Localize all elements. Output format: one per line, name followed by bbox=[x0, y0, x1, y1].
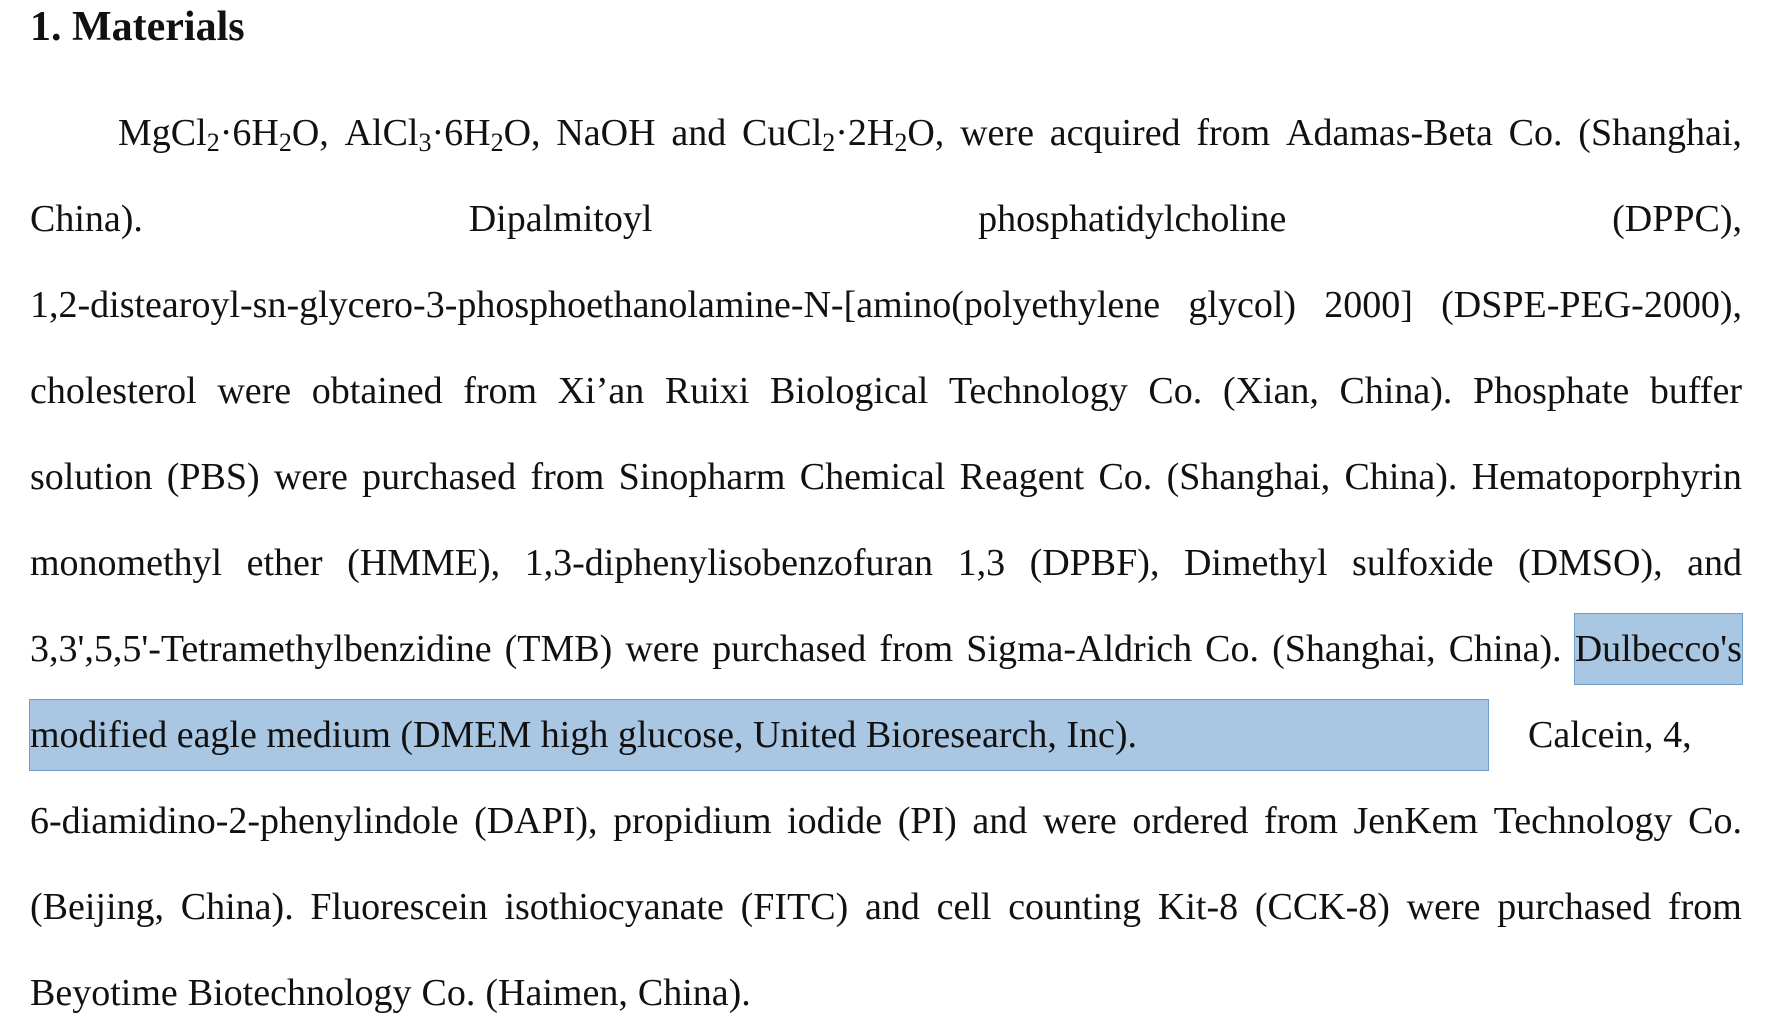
word: and bbox=[671, 112, 727, 154]
word: Inc). bbox=[1066, 714, 1138, 756]
word: ordered bbox=[1132, 800, 1249, 842]
word: 3,3',5,5'-Tetramethylbenzidine bbox=[30, 628, 492, 670]
word: China). bbox=[637, 972, 751, 1014]
word: Sinopharm bbox=[618, 456, 786, 498]
word: solution bbox=[30, 456, 153, 498]
word: high bbox=[540, 714, 609, 756]
word: (Xian, bbox=[1222, 370, 1319, 412]
word-alcl3: $AlCl_3\cdot 6H_2O$, bbox=[344, 112, 541, 157]
word: from bbox=[530, 456, 605, 498]
word: were bbox=[960, 112, 1034, 154]
word: (TMB) bbox=[504, 628, 613, 670]
word: China). bbox=[180, 886, 294, 928]
word: Ruixi bbox=[664, 370, 750, 412]
word: Kit-8 bbox=[1157, 886, 1239, 928]
selected-text-run[interactable] bbox=[30, 700, 1488, 770]
word: Dipalmitoyl bbox=[468, 198, 653, 240]
word: (PI) bbox=[897, 800, 957, 842]
word: from bbox=[1264, 800, 1338, 842]
word: 6-diamidino-2-phenylindole bbox=[30, 800, 459, 842]
paragraph-line-8 bbox=[30, 692, 1742, 778]
word: cell bbox=[936, 886, 992, 928]
word: (Shanghai, bbox=[1166, 456, 1331, 498]
word: 2000] bbox=[1324, 284, 1413, 326]
word: (Shanghai, bbox=[1272, 628, 1436, 670]
paragraph-line-10 bbox=[30, 864, 1742, 950]
paragraph-line-9 bbox=[30, 778, 1742, 864]
section-heading: 1. Materials bbox=[30, 4, 245, 50]
paragraph-line-5 bbox=[30, 434, 1742, 520]
word: Biological bbox=[769, 370, 929, 412]
word: were bbox=[1042, 800, 1117, 842]
word: glycol) bbox=[1188, 284, 1297, 326]
word: from bbox=[463, 370, 538, 412]
word: from bbox=[1667, 886, 1742, 928]
word: sulfoxide bbox=[1352, 542, 1494, 584]
word: (DSPE-PEG-2000), bbox=[1441, 284, 1742, 326]
word: Co. bbox=[1098, 456, 1153, 498]
word: Co. bbox=[421, 972, 476, 1014]
word: Co. bbox=[1148, 370, 1203, 412]
paragraph-line-7 bbox=[30, 606, 1742, 692]
word: (DPPC), bbox=[1612, 198, 1742, 240]
word: 4, bbox=[1663, 714, 1692, 756]
word: buffer bbox=[1649, 370, 1742, 412]
word: and bbox=[1687, 542, 1742, 584]
word: (Haimen, bbox=[485, 972, 628, 1014]
word: eagle bbox=[176, 714, 257, 756]
word: Dimethyl bbox=[1183, 542, 1328, 584]
word: (PBS) bbox=[166, 456, 260, 498]
word: Xi’an bbox=[557, 370, 645, 412]
word-cucl2: $CuCl_2\cdot 2H_2O$, bbox=[742, 112, 945, 157]
word: Technology bbox=[948, 370, 1128, 412]
word: and bbox=[972, 800, 1028, 842]
word: China). bbox=[30, 198, 143, 240]
word: were bbox=[625, 628, 700, 670]
paragraph-line-1 bbox=[30, 90, 1742, 176]
word: Sigma-Aldrich bbox=[966, 628, 1193, 670]
word: Co. bbox=[1508, 112, 1563, 154]
word: cholesterol bbox=[30, 370, 197, 412]
word: United bbox=[752, 714, 857, 756]
materials-paragraph[interactable] bbox=[30, 90, 1742, 1036]
word: medium bbox=[266, 714, 391, 756]
word: from bbox=[1196, 112, 1271, 154]
word: Hematoporphyrin bbox=[1471, 456, 1742, 498]
word: propidium bbox=[613, 800, 772, 842]
word: 1,3-diphenylisobenzofuran bbox=[524, 542, 934, 584]
word: (Beijing, bbox=[30, 886, 165, 928]
word: China). bbox=[1339, 370, 1453, 412]
word: purchased bbox=[712, 628, 867, 670]
word: acquired bbox=[1049, 112, 1181, 154]
word: Biotechnology bbox=[187, 972, 412, 1014]
word: (DMSO), bbox=[1517, 542, 1663, 584]
word: purchased bbox=[1497, 886, 1652, 928]
word: (DMEM bbox=[400, 714, 532, 756]
word: Co. bbox=[1688, 800, 1742, 842]
selected-text-start[interactable]: Dulbecco's bbox=[1575, 614, 1742, 684]
word: from bbox=[879, 628, 954, 670]
word: counting bbox=[1008, 886, 1142, 928]
paragraph-line-3 bbox=[30, 262, 1742, 348]
word: were bbox=[273, 456, 348, 498]
word: 1,3 bbox=[957, 542, 1006, 584]
word: (DPBF), bbox=[1029, 542, 1160, 584]
word: Chemical bbox=[799, 456, 946, 498]
paragraph-line-6 bbox=[30, 520, 1742, 606]
word: phosphatidylcholine bbox=[978, 198, 1287, 240]
word: purchased bbox=[362, 456, 517, 498]
word: were bbox=[1406, 886, 1481, 928]
word: China). bbox=[1344, 456, 1458, 498]
word: glucose, bbox=[617, 714, 744, 756]
paragraph-line-2 bbox=[30, 176, 1742, 262]
word: Adamas-Beta bbox=[1286, 112, 1493, 154]
word: isothiocyanate bbox=[504, 886, 724, 928]
unselected-text-run bbox=[1488, 700, 1742, 770]
word: obtained bbox=[311, 370, 443, 412]
word: ether bbox=[246, 542, 323, 584]
word: NaOH bbox=[556, 112, 656, 154]
word: Beyotime bbox=[30, 972, 178, 1014]
word: (FITC) bbox=[740, 886, 849, 928]
word: and bbox=[865, 886, 920, 928]
word: monomethyl bbox=[30, 542, 223, 584]
word: 1,2-distearoyl-sn-glycero-3-phosphoethanolamine-N-[amino(polyethylene bbox=[30, 284, 1161, 326]
paragraph-line-4 bbox=[30, 348, 1742, 434]
document-page bbox=[30, 0, 1742, 1014]
word: JenKem bbox=[1353, 800, 1479, 842]
word: Technology bbox=[1493, 800, 1673, 842]
word: Reagent bbox=[959, 456, 1085, 498]
word: iodide bbox=[787, 800, 883, 842]
word: (CCK-8) bbox=[1254, 886, 1390, 928]
word: China). bbox=[1448, 628, 1562, 670]
paragraph-line-11 bbox=[30, 950, 1742, 1036]
word: Fluorescein bbox=[310, 886, 488, 928]
word-mgcl2: $MgCl_2\cdot 6H_2O$, bbox=[118, 112, 329, 157]
word: Bioresearch, bbox=[865, 714, 1057, 756]
word: modified bbox=[30, 714, 168, 756]
word: (Shanghai, bbox=[1578, 112, 1742, 154]
word: were bbox=[217, 370, 292, 412]
word: (HMME), bbox=[347, 542, 501, 584]
word: Phosphate bbox=[1473, 370, 1630, 412]
word: Calcein, bbox=[1528, 714, 1654, 756]
word: Co. bbox=[1205, 628, 1260, 670]
word: (DAPI), bbox=[474, 800, 598, 842]
